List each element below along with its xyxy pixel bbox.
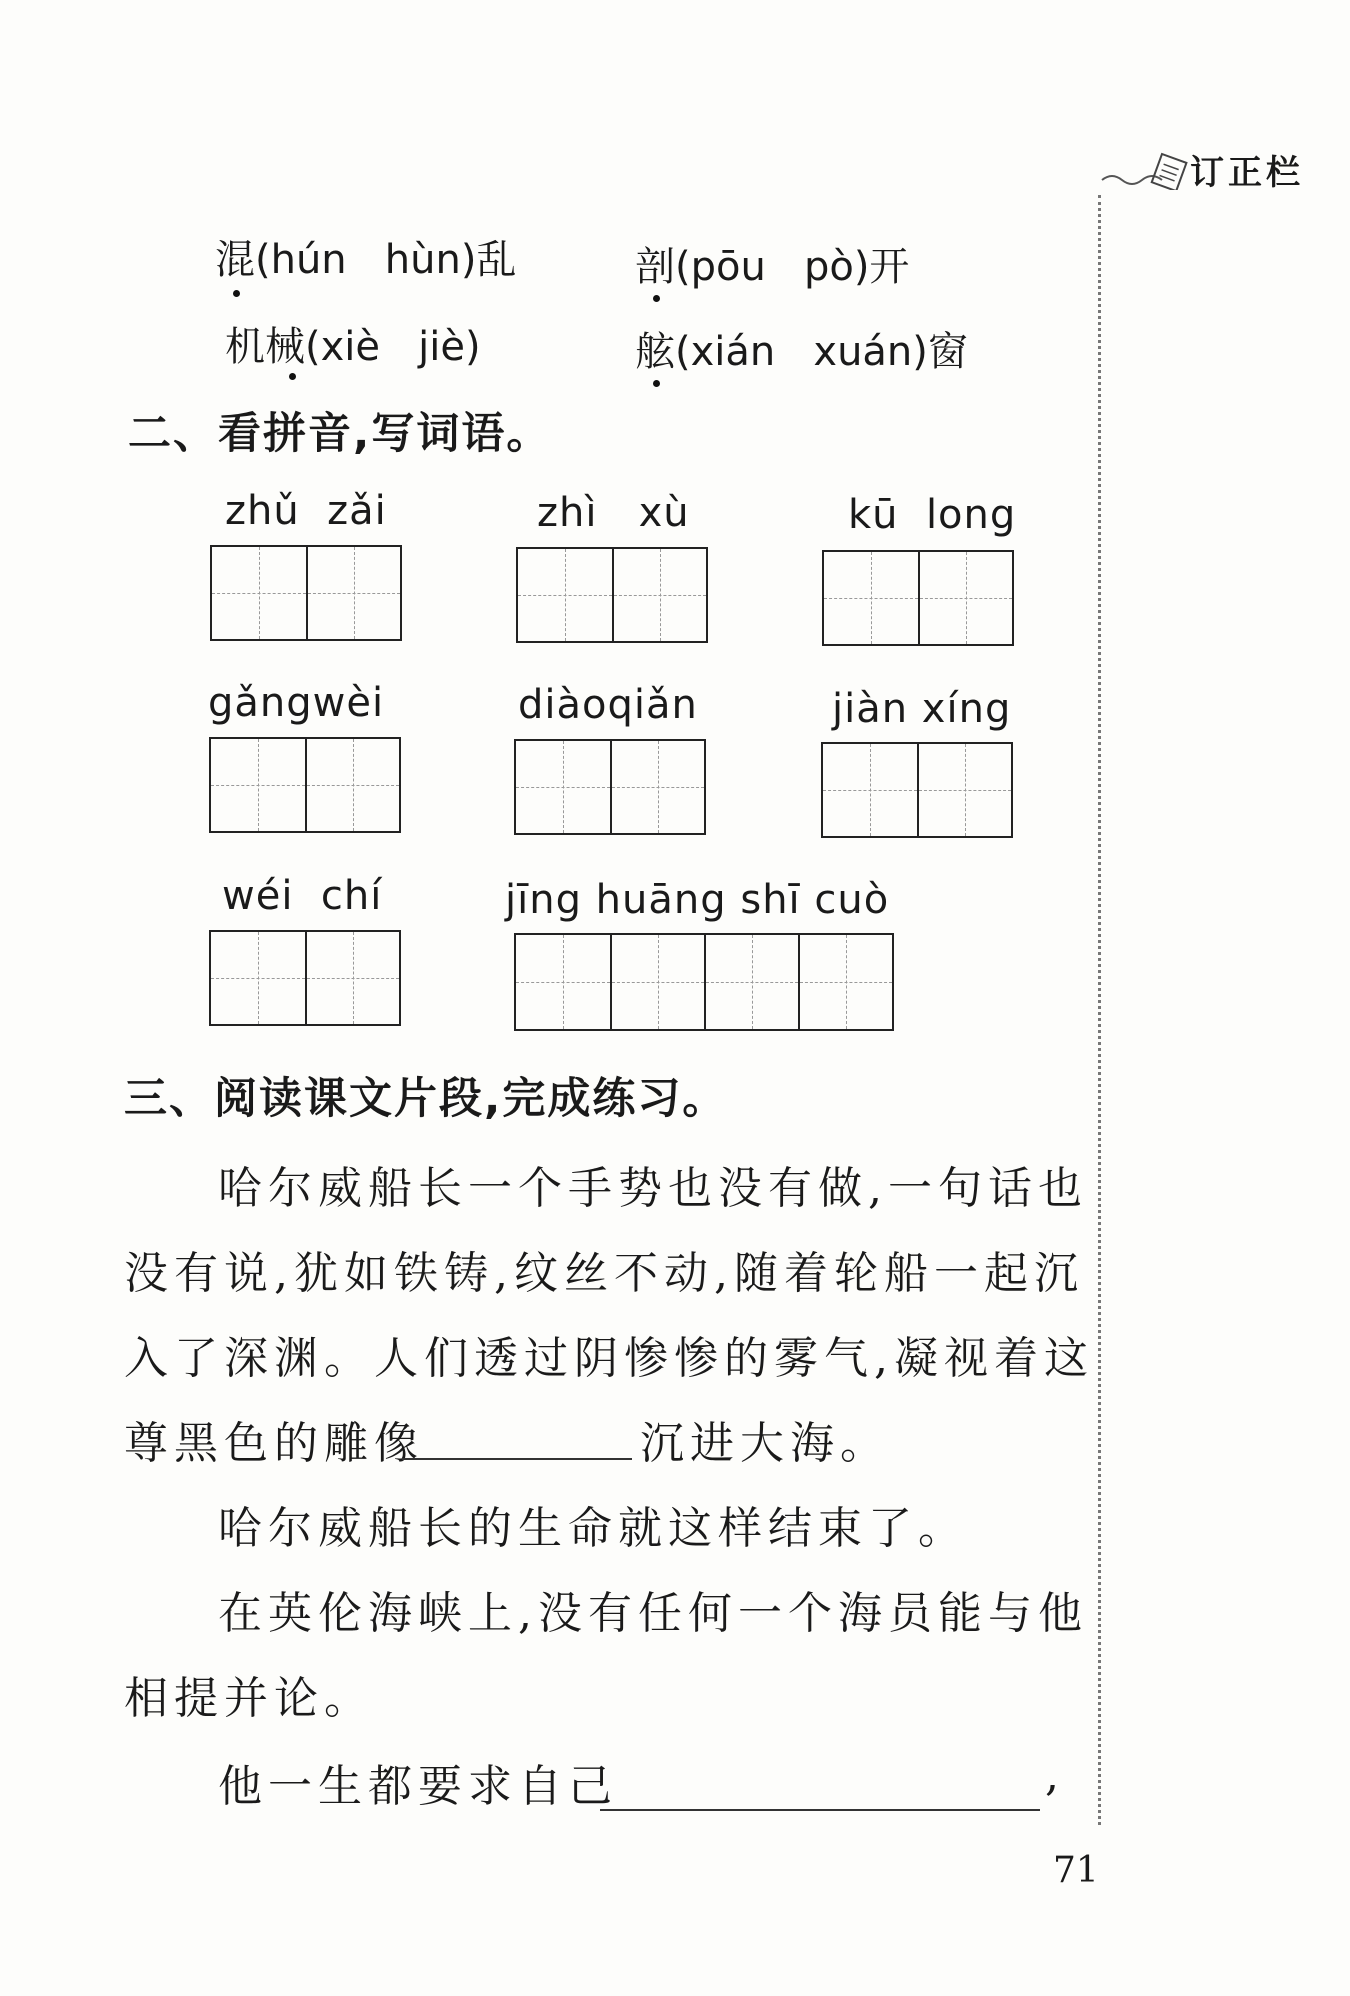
pinyin-label: gǎngwèi: [208, 680, 385, 726]
writing-grid[interactable]: [209, 737, 401, 833]
passage-line: 沉进大海。: [640, 1418, 890, 1469]
emphasis-dot: [289, 373, 296, 380]
emphasis-dot: [653, 295, 660, 302]
writing-grid[interactable]: [822, 550, 1014, 646]
pinyin-label: kū long: [848, 492, 1017, 538]
passage-line: 没有说,犹如铁铸,纹丝不动,随着轮船一起沉: [124, 1248, 1084, 1299]
answer-blank[interactable]: [402, 1452, 632, 1460]
pinyin-label: wéi chí: [222, 873, 383, 919]
passage-line: 在英伦海峡上,没有任何一个海员能与他: [218, 1588, 1088, 1639]
writing-grid[interactable]: [516, 547, 708, 643]
pinyin-label: jiàn xíng: [832, 686, 1012, 732]
pinyin-label: zhǔ zǎi: [225, 488, 387, 534]
emphasis-dot: [653, 380, 660, 387]
pinyin-label: diàoqiǎn: [518, 682, 698, 728]
passage-line: 相提并论。: [124, 1673, 374, 1724]
correction-column-label: 订正栏: [1190, 153, 1304, 193]
page-number: 71: [1053, 1850, 1099, 1891]
writing-grid[interactable]: [210, 545, 402, 641]
choice-item: 舷(xián xuán)窗: [635, 329, 968, 375]
section3-heading: 三、阅读课文片段,完成练习。: [124, 1074, 728, 1124]
writing-grid[interactable]: [821, 742, 1013, 838]
pencil-icon: [1100, 150, 1190, 190]
pinyin-label: zhì xù: [537, 490, 690, 536]
emphasis-dot: [233, 290, 240, 297]
passage-line: 他一生都要求自己: [218, 1761, 618, 1812]
choice-item: 混(hún hùn)乱: [215, 237, 517, 283]
answer-blank[interactable]: [600, 1803, 1040, 1811]
choice-item: 剖(pōu pò)开: [635, 244, 910, 290]
writing-grid[interactable]: [514, 933, 894, 1031]
writing-grid[interactable]: [209, 930, 401, 1026]
passage-line: 哈尔威船长一个手势也没有做,一句话也: [218, 1163, 1088, 1214]
passage-line: 哈尔威船长的生命就这样结束了。: [218, 1503, 968, 1554]
choice-item: 机械(xiè jiè): [225, 324, 481, 370]
passage-line: 尊黑色的雕像: [124, 1418, 424, 1469]
writing-grid[interactable]: [514, 739, 706, 835]
section2-heading: 二、看拼音,写词语。: [128, 409, 552, 459]
passage-line: 入了深渊。人们透过阴惨惨的雾气,凝视着这: [124, 1333, 1094, 1384]
pinyin-label: jīng huāng shī cuò: [505, 877, 890, 923]
correction-column-divider: [1098, 195, 1101, 1825]
passage-line: ,: [1045, 1750, 1065, 1801]
